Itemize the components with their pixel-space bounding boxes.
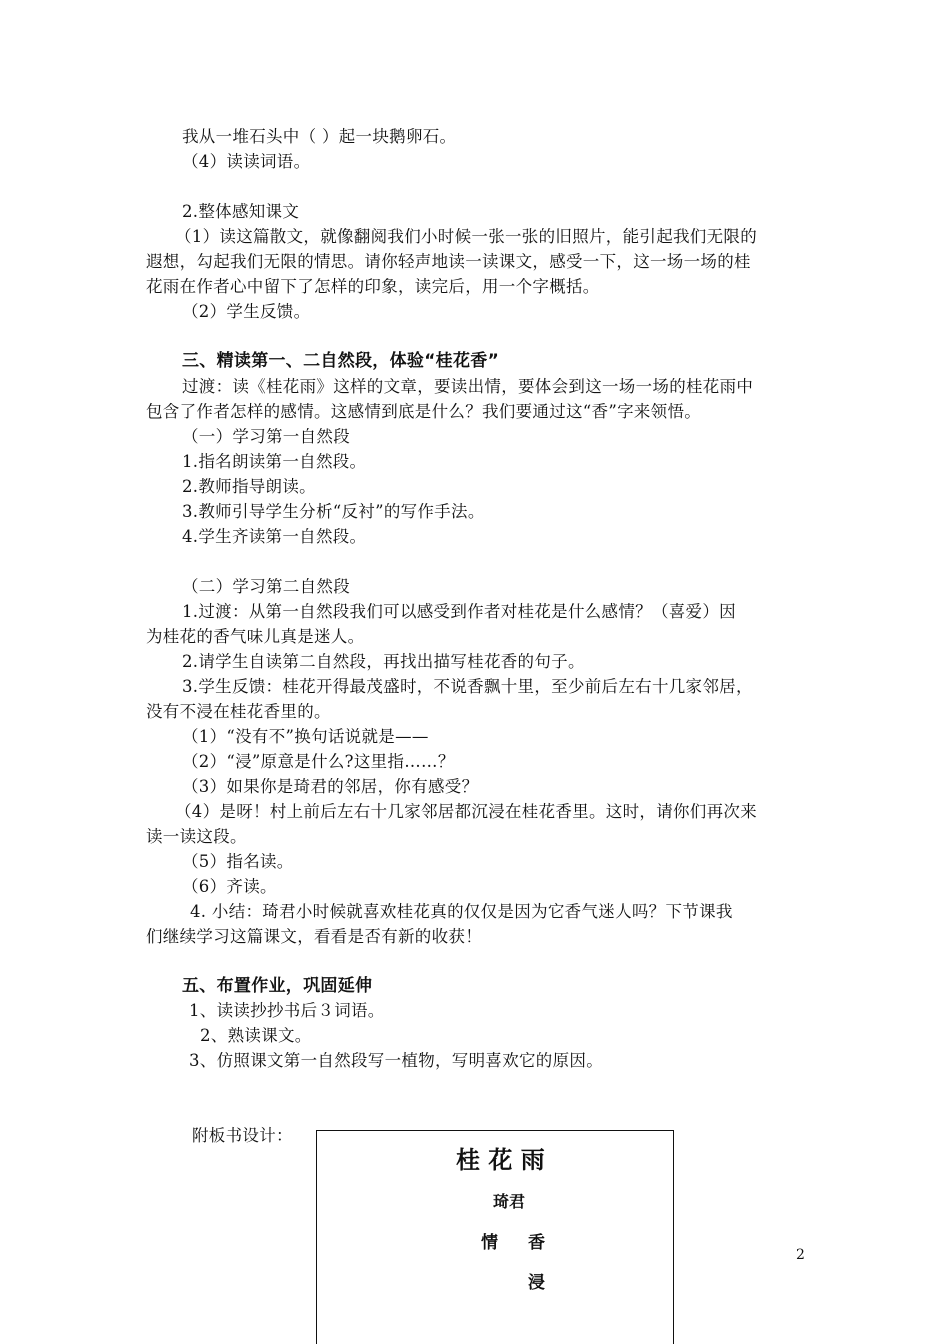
- text-line: （二）学习第二自然段: [182, 577, 350, 596]
- text-line: 包含了作者怎样的感情。这感情到底是什么？我们要通过这“香”字来领悟。: [146, 402, 702, 421]
- text-line: （3）如果你是琦君的邻居，你有感受？: [182, 777, 479, 796]
- text-line: 2.整体感知课文: [182, 202, 300, 221]
- text-line: 过渡：读《桂花雨》这样的文章，要读出情，要体会到这一场一场的桂花雨中: [182, 377, 754, 396]
- text-line: （1）读这篇散文，就像翻阅我们小时候一张一张的旧照片，能引起我们无限的: [175, 227, 757, 246]
- text-line: 没有不浸在桂花香里的。: [146, 702, 331, 721]
- board-word-qing: 情: [481, 1233, 498, 1253]
- text-line: 1.指名朗读第一自然段。: [182, 452, 367, 471]
- text-line: 2、熟读课文。: [200, 1026, 312, 1045]
- text-line: 1、读读抄抄书后３词语。: [189, 1001, 385, 1020]
- text-line: 1.过渡：从第一自然段我们可以感受到作者对桂花是什么感情？（喜爱）因: [182, 602, 736, 621]
- text-line: 遐想，勾起我们无限的情思。请你轻声地读一读课文，感受一下，这一场一场的桂: [146, 252, 751, 271]
- text-line: （2）“浸”原意是什么?这里指……？: [182, 752, 455, 771]
- text-line: 2.请学生自读第二自然段，再找出描写桂花香的句子。: [182, 652, 585, 671]
- text-line: （6）齐读。: [182, 877, 277, 896]
- text-line: 我从一堆石头中（ ）起一块鹅卵石。: [182, 127, 457, 146]
- text-line: （4）读读词语。: [182, 152, 311, 171]
- text-line: （2）学生反馈。: [182, 302, 311, 321]
- blackboard-design-box: [316, 1130, 674, 1344]
- board-title: 桂 花 雨: [456, 1146, 545, 1174]
- page-number: 2: [796, 1247, 805, 1263]
- text-line: （5）指名读。: [182, 852, 294, 871]
- board-word-jin: 浸: [528, 1273, 545, 1293]
- section-heading: 五、布置作业，巩固延伸: [182, 976, 373, 996]
- text-line: 4.学生齐读第一自然段。: [182, 527, 367, 546]
- board-word-xiang: 香: [528, 1233, 545, 1253]
- text-line: 们继续学习这篇课文，看看是否有新的收获！: [146, 927, 482, 946]
- text-line: 为桂花的香气味儿真是迷人。: [146, 627, 365, 646]
- text-line: 读一读这段。: [146, 827, 247, 846]
- text-line: 4. 小结：琦君小时候就喜欢桂花真的仅仅是因为它香气迷人吗？下节课我: [190, 902, 733, 921]
- text-line: （4）是呀！村上前后左右十几家邻居都沉浸在桂花香里。这时，请你们再次来: [175, 802, 757, 821]
- board-author: 琦君: [493, 1192, 526, 1211]
- text-line: 3、仿照课文第一自然段写一植物，写明喜欢它的原因。: [189, 1051, 603, 1070]
- section-heading: 三、精读第一、二自然段，体验“桂花香”: [182, 351, 500, 371]
- text-line: （1）“没有不”换句话说就是——: [182, 727, 429, 746]
- text-line: 花雨在作者心中留下了怎样的印象，读完后，用一个字概括。: [146, 277, 600, 296]
- text-line: （一）学习第一自然段: [182, 427, 350, 446]
- text-line: 2.教师指导朗读。: [182, 477, 316, 496]
- board-design-label: 附板书设计：: [192, 1126, 293, 1145]
- text-line: 3.教师引导学生分析“反衬”的写作手法。: [182, 502, 485, 521]
- text-line: 3.学生反馈：桂花开得最茂盛时，不说香飘十里，至少前后左右十几家邻居，: [182, 677, 753, 696]
